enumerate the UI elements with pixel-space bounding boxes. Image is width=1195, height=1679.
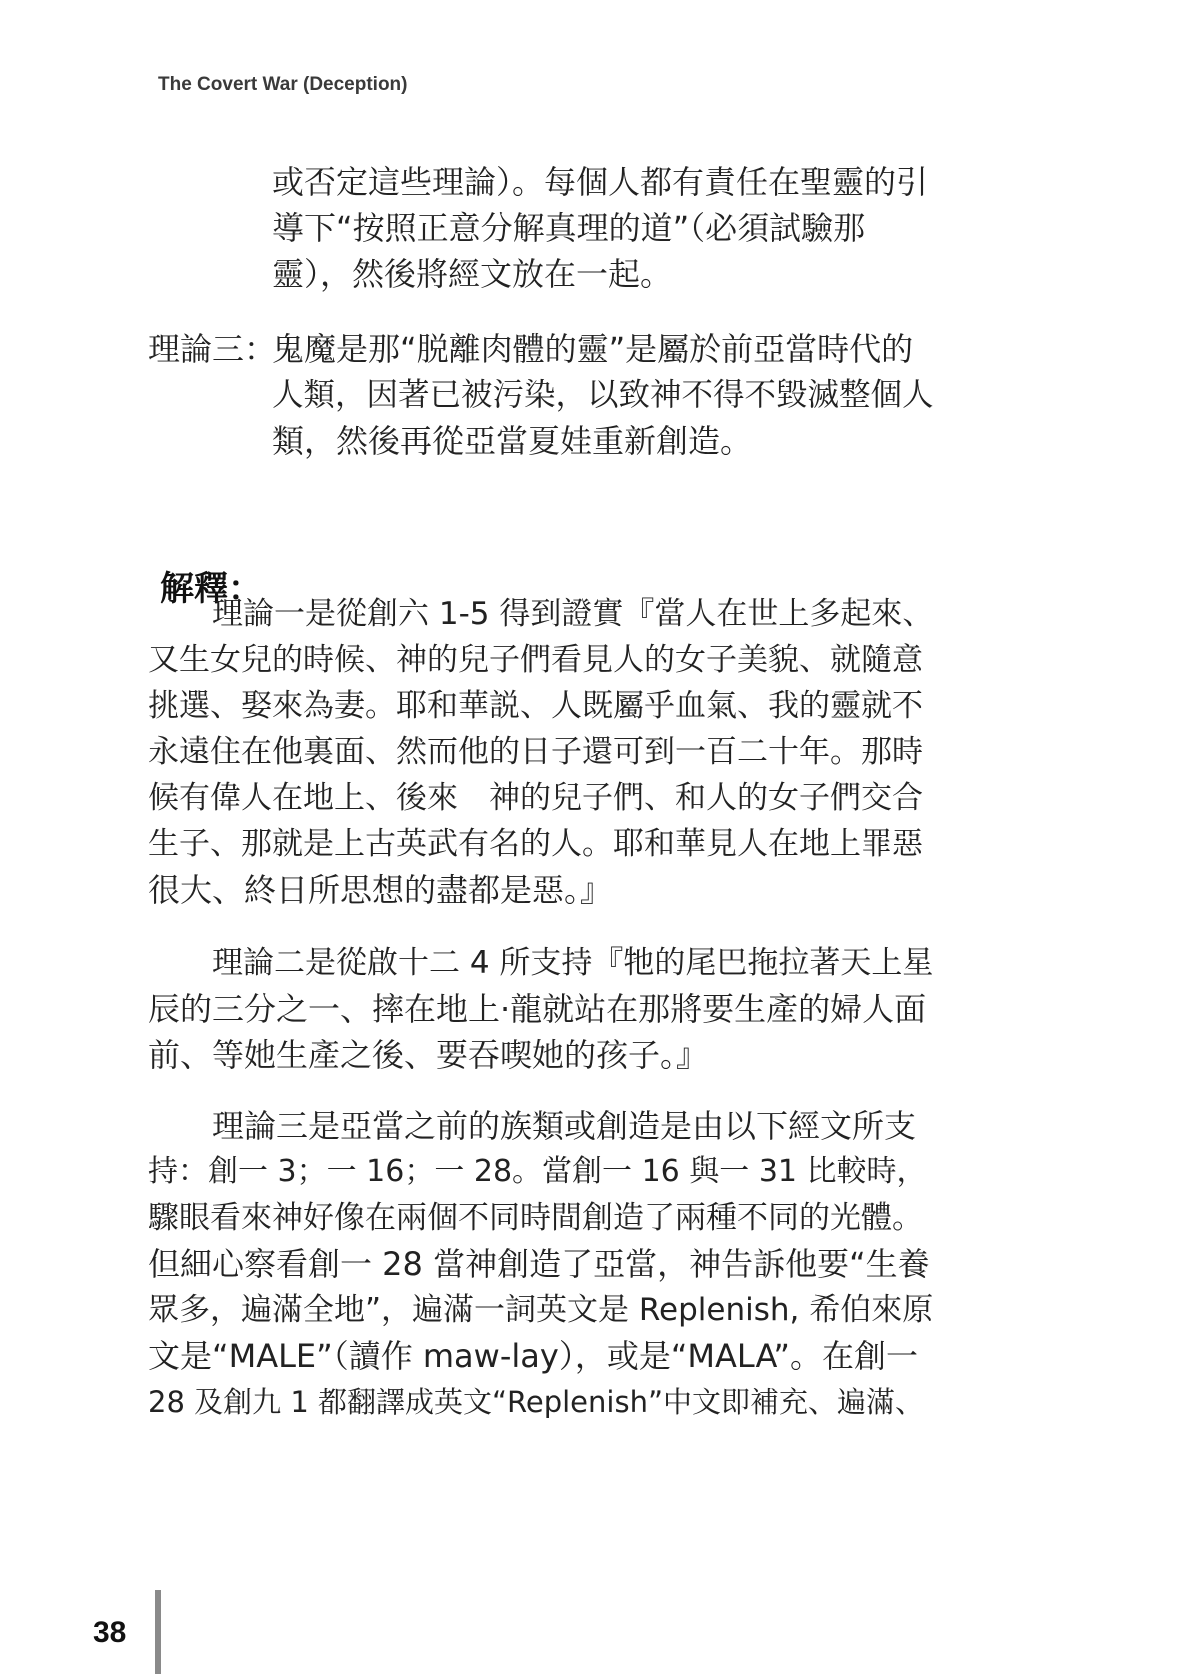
text-line: 理論一是從創六 1-5 得到證實『當人在世上多起來、	[212, 596, 934, 632]
text-line: 辰的三分之一、摔在地上·龍就站在那將要生產的婦人面	[148, 990, 927, 1028]
theory-label: 理論三：	[148, 330, 277, 368]
text-line: 理論三是亞當之前的族類或創造是由以下經文所支	[212, 1107, 917, 1145]
text-line: 導下“按照正意分解真理的道”（必須試驗那	[272, 209, 866, 247]
text-line: 文是“MALE”（讀作 maw-lay），或是“MALA”。在創一	[148, 1337, 918, 1375]
text-line: 人類，因著已被污染，以致神不得不毀滅整個人	[272, 377, 934, 413]
text-line: 眾多，遍滿全地”，遍滿一詞英文是 Replenish, 希伯來原	[148, 1292, 934, 1328]
text-line: 靈），然後將經文放在一起。	[272, 255, 673, 293]
text-line: 持：創一 3；一 16；一 28。當創一 16 與一 31 比較時，	[148, 1154, 927, 1189]
text-line: 候有偉人在地上、後來 神的兒子們、和人的女子們交合	[148, 780, 923, 816]
running-header: The Covert War (Deception)	[158, 74, 408, 95]
text-line: 或否定這些理論）。每個人都有責任在聖靈的引	[272, 163, 929, 201]
text-line: 但細心察看創一 28 當神創造了亞當，神告訴他要“生養	[148, 1245, 930, 1283]
footer-divider	[155, 1590, 161, 1674]
text-line: 驟眼看來神好像在兩個不同時間創造了兩種不同的光體。	[148, 1200, 923, 1236]
text-line: 類，然後再從亞當夏娃重新創造。	[272, 422, 753, 460]
text-line: 鬼魔是那“脱離肉體的靈”是屬於前亞當時代的	[272, 330, 914, 368]
text-line: 很大、終日所思想的盡都是惡。』	[148, 871, 613, 909]
text-line: 生子、那就是上古英武有名的人。耶和華見人在地上罪惡	[148, 826, 923, 862]
section-heading: 解釋：	[160, 569, 262, 609]
text-line: 挑選、娶來為妻。耶和華説、人既屬乎血氣、我的靈就不	[148, 688, 923, 724]
text-line: 前、等她生產之後、要吞喫她的孩子。』	[148, 1036, 709, 1074]
text-line: 永遠住在他裏面、然而他的日子還可到一百二十年。那時	[148, 734, 923, 770]
text-line: 28 及創九 1 都翻譯成英文“Replenish”中文即補充、遍滿、	[148, 1385, 924, 1419]
text-line: 又生女兒的時候、神的兒子們看見人的女子美貌、就隨意	[148, 642, 923, 678]
text-line: 理論二是從啟十二 4 所支持『牠的尾巴拖拉著天上星	[212, 945, 934, 981]
page-number: 38	[93, 1616, 127, 1649]
